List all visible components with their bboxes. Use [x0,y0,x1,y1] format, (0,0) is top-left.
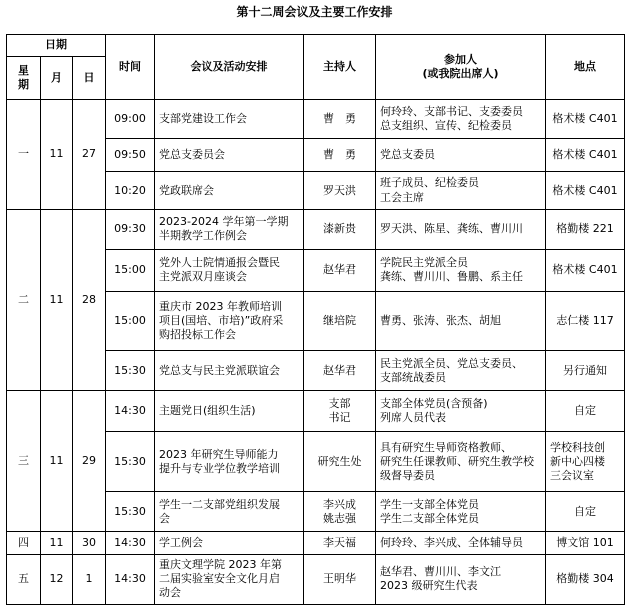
header-attendees [376,35,546,100]
host-cell-line: 曹 勇 [323,112,357,126]
attendees-cell-line: 何玲玲、支部书记、支委委员 [380,105,524,119]
host-cell-line: 李天福 [323,536,357,550]
weekday-cell: 三 [7,390,41,532]
agenda-cell-line: 党政联席会 [159,183,215,197]
host-cell [304,250,376,292]
host-cell-line: 曹 勇 [323,148,357,162]
attendees-cell [376,139,546,172]
host-cell-line: 研究生处 [317,454,362,468]
location-cell [546,209,625,249]
location-cell [546,554,625,604]
table-row [7,532,625,554]
agenda-cell-line: 主党派双月座谈会 [159,270,248,284]
page-title: 第十二周会议及主要工作安排 [236,5,393,19]
agenda-cell-line: 2023 年研究生导师能力 [159,447,279,461]
attendees-cell-line: 2023 级研究生代表 [380,579,478,593]
agenda-cell [155,172,304,209]
location-cell-line: 另行通知 [563,363,608,377]
location-cell [546,172,625,209]
weekday-cell: 四 [7,532,41,554]
month-cell: 12 [41,554,73,604]
agenda-cell-line: 购招投标工作会 [159,328,237,342]
attendees-cell-line: 罗天洪、陈星、龚练、曹川川 [380,222,524,236]
header-agenda: 会议及活动安排 [155,35,304,100]
location-cell-line: 自定 [574,404,597,418]
schedule-body [7,100,625,605]
location-cell-line: 格勤楼 221 [556,222,614,236]
location-cell [546,100,625,139]
location-cell-line: 学校科技创 [550,440,606,454]
attendees-cell-line: 龚练、曹川川、鲁鹏、系主任 [380,270,524,284]
attendees-cell [376,351,546,390]
host-cell [304,390,376,432]
agenda-cell-line: 党外人士院情通报会暨民 [159,256,281,270]
attendees-cell-line: 列席人员代表 [380,411,447,425]
attendees-cell-line: 学院民主党派全员 [380,256,469,270]
weekday-cell: 一 [7,100,41,210]
header-month: 月 [41,57,73,100]
agenda-cell-line: 党总支与民主党派联谊会 [159,363,281,377]
attendees-cell-line: 工会主席 [380,190,425,204]
attendees-cell-line: 具有研究生导师资格教师、 [380,440,513,454]
day-cell: 29 [73,390,106,532]
agenda-cell-line: 学生一二支部党组织发展 [159,497,281,511]
weekday-cell: 二 [7,209,41,390]
header-attendees-line1: 参加人 [444,52,478,66]
location-cell-line: 新中心四楼 [550,454,606,468]
attendees-cell [376,172,546,209]
host-cell [304,100,376,139]
agenda-cell-line: 2023-2024 学年第一学期 [159,215,289,229]
header-date: 日期 [7,35,106,57]
agenda-cell-line: 主题党日(组织生活) [159,404,256,418]
header-location: 地点 [546,35,625,100]
host-cell [304,492,376,532]
time-cell: 14:30 [106,532,155,554]
attendees-cell-line: 班子成员、纪检委员 [380,176,480,190]
agenda-cell-line: 提升与专业学位教学培训 [159,461,281,475]
host-cell [304,532,376,554]
location-cell [546,291,625,351]
time-cell: 15:00 [106,291,155,351]
host-cell [304,139,376,172]
day-cell: 30 [73,532,106,554]
attendees-cell-line: 何玲玲、李兴成、全体辅导员 [380,536,524,550]
attendees-cell-line: 总支组织、宣传、纪检委员 [380,119,513,133]
location-cell [546,250,625,292]
host-cell [304,172,376,209]
table-row [7,209,625,249]
location-cell [546,492,625,532]
time-cell: 14:30 [106,390,155,432]
attendees-cell-line: 支部全体党员(含预备) [380,396,488,410]
host-cell [304,209,376,249]
attendees-cell-line: 赵华君、曹川川、李文江 [380,565,502,579]
time-cell: 10:20 [106,172,155,209]
agenda-cell [155,250,304,292]
header-day: 日 [73,57,106,100]
agenda-cell-line: 二届实验室安全文化月启 [159,572,281,586]
table-row [7,100,625,139]
agenda-cell-line: 动会 [159,586,182,600]
host-cell [304,432,376,492]
host-cell-line: 赵华君 [323,363,357,377]
attendees-cell-line: 党总支委员 [380,148,436,162]
month-cell: 11 [41,209,73,390]
agenda-cell [155,432,304,492]
attendees-cell [376,432,546,492]
table-row [7,554,625,604]
time-cell: 14:30 [106,554,155,604]
time-cell: 09:30 [106,209,155,249]
location-cell-line: 志仁楼 117 [556,314,614,328]
attendees-cell [376,100,546,139]
agenda-cell-line: 支部党建设工作会 [159,112,248,126]
attendees-cell [376,554,546,604]
time-cell: 15:30 [106,492,155,532]
attendees-cell-line: 支部统战委员 [380,370,447,384]
host-cell-line: 书记 [328,411,351,425]
agenda-cell [155,554,304,604]
weekday-cell: 五 [7,554,41,604]
time-cell: 09:50 [106,139,155,172]
attendees-cell [376,532,546,554]
month-cell: 11 [41,532,73,554]
agenda-cell-line: 半期教学工作例会 [159,229,248,243]
location-cell [546,351,625,390]
host-cell [304,554,376,604]
attendees-cell-line: 学生二支部全体党员 [380,511,480,525]
location-cell [546,432,625,492]
day-cell: 28 [73,209,106,390]
location-cell-line: 自定 [574,504,597,518]
time-cell: 15:30 [106,432,155,492]
agenda-cell-line: 会 [159,511,171,525]
table-row [7,390,625,432]
location-cell-line: 博文馆 101 [556,536,614,550]
host-cell-line: 支部 [328,396,351,410]
location-cell [546,532,625,554]
attendees-cell-line: 研究生任课教师、研究生教学校 [380,454,535,468]
location-cell-line: 三会议室 [550,468,595,482]
location-cell-line: 格术楼 C401 [552,112,618,126]
agenda-cell [155,351,304,390]
attendees-cell [376,492,546,532]
agenda-cell [155,291,304,351]
location-cell [546,139,625,172]
agenda-cell [155,209,304,249]
host-cell [304,291,376,351]
agenda-cell-line: 项目(国培、市培)”政府采 [159,314,284,328]
host-cell-line: 姚志强 [323,511,357,525]
day-cell: 27 [73,100,106,210]
agenda-cell-line: 党总支委员会 [159,148,226,162]
location-cell-line: 格术楼 C401 [552,183,618,197]
location-cell [546,390,625,432]
agenda-cell [155,139,304,172]
header-attendees-line2: (或我院出席人) [422,67,499,80]
header-host: 主持人 [304,35,376,100]
host-cell-line: 李兴成 [323,497,357,511]
agenda-cell-line: 重庆市 2023 年教师培训 [159,299,283,313]
attendees-cell-line: 级督导委员 [380,468,436,482]
attendees-cell-line: 民主党派全员、党总支委员、 [380,356,524,370]
month-cell: 11 [41,390,73,532]
location-cell-line: 格术楼 C401 [552,148,618,162]
location-cell-line: 格术楼 C401 [552,263,618,277]
agenda-cell [155,532,304,554]
agenda-cell [155,100,304,139]
attendees-cell-line: 学生一支部全体党员 [380,497,480,511]
day-cell: 1 [73,554,106,604]
host-cell [304,351,376,390]
agenda-cell-line: 重庆文理学院 2023 年第 [159,558,283,572]
attendees-cell [376,250,546,292]
agenda-cell-line: 学工例会 [159,536,204,550]
attendees-cell [376,390,546,432]
time-cell: 15:30 [106,351,155,390]
agenda-cell [155,390,304,432]
host-cell-line: 赵华君 [323,263,357,277]
attendees-cell [376,291,546,351]
host-cell-line: 王明华 [323,572,357,586]
attendees-cell-line: 曹勇、张涛、张杰、胡旭 [380,314,502,328]
time-cell: 15:00 [106,250,155,292]
month-cell: 11 [41,100,73,210]
host-cell-line: 继培院 [323,314,357,328]
agenda-cell [155,492,304,532]
location-cell-line: 格勤楼 304 [556,572,614,586]
attendees-cell [376,209,546,249]
host-cell-line: 罗天洪 [323,183,357,197]
schedule-table [6,34,625,605]
time-cell: 09:00 [106,100,155,139]
host-cell-line: 漆新贵 [323,222,357,236]
header-weekday: 星 期 [7,57,41,100]
header-time: 时间 [106,35,155,100]
